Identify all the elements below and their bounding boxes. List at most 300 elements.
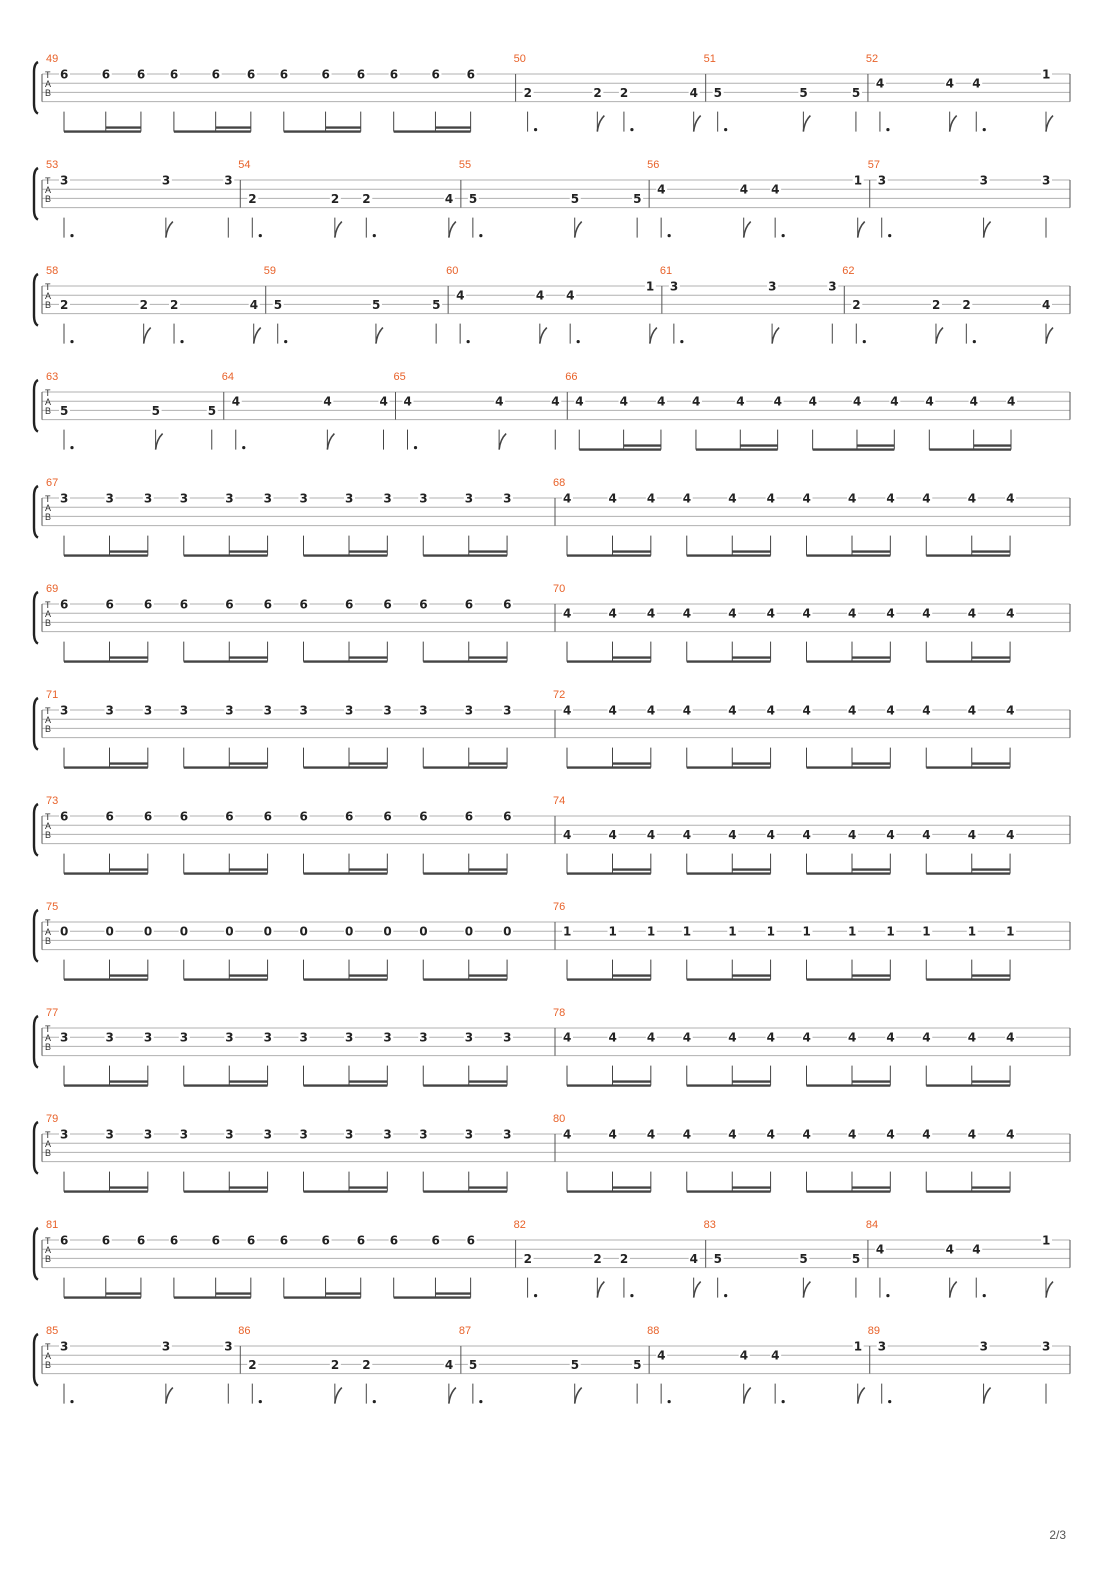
measure-number: 63 bbox=[46, 371, 59, 383]
tab-clef-letter: T bbox=[45, 1342, 51, 1352]
eighth-flag bbox=[254, 328, 261, 344]
rhythm-dot bbox=[724, 128, 727, 131]
fret-number: 4 bbox=[1042, 297, 1051, 312]
rhythm-dot bbox=[259, 234, 262, 237]
fret-number: 4 bbox=[231, 394, 241, 409]
fret-number: 1 bbox=[645, 279, 655, 294]
tab-clef-letter: A bbox=[45, 715, 52, 725]
fret-number: 1 bbox=[802, 924, 811, 939]
eighth-flag bbox=[499, 434, 506, 450]
measure-number: 79 bbox=[46, 1113, 59, 1125]
fret-number: 4 bbox=[728, 1030, 737, 1045]
eighth-flag bbox=[335, 222, 342, 238]
fret-number: 4 bbox=[728, 1127, 737, 1142]
fret-number: 4 bbox=[808, 394, 817, 409]
tab-clef-letter: A bbox=[45, 609, 52, 619]
fret-number: 4 bbox=[379, 394, 388, 409]
fret-number: 3 bbox=[669, 279, 679, 294]
tab-clef-letter: B bbox=[45, 406, 52, 416]
fret-number: 4 bbox=[728, 703, 737, 718]
fret-number: 0 bbox=[464, 924, 474, 939]
fret-number: 3 bbox=[383, 1127, 392, 1142]
tab-clef-letter: B bbox=[45, 1042, 52, 1052]
fret-number: 6 bbox=[389, 1233, 399, 1248]
fret-number: 4 bbox=[689, 1251, 699, 1266]
fret-number: 6 bbox=[356, 67, 366, 82]
rhythm-dot bbox=[668, 1400, 671, 1403]
fret-number: 6 bbox=[211, 1233, 221, 1248]
fret-number: 0 bbox=[299, 924, 308, 939]
fret-number: 3 bbox=[345, 703, 354, 718]
fret-number: 4 bbox=[967, 1127, 977, 1142]
eighth-flag bbox=[575, 1388, 582, 1404]
fret-number: 4 bbox=[563, 1030, 572, 1045]
eighth-flag bbox=[575, 222, 582, 238]
fret-number: 3 bbox=[383, 703, 392, 718]
tab-clef-letter: A bbox=[45, 397, 52, 407]
tab-system bbox=[34, 159, 1070, 238]
tab-clef-letter: T bbox=[45, 812, 51, 822]
fret-number: 3 bbox=[383, 1030, 392, 1045]
fret-number: 3 bbox=[464, 1030, 474, 1045]
measure-number: 64 bbox=[221, 371, 235, 383]
measure-number: 72 bbox=[553, 689, 566, 701]
fret-number: 4 bbox=[945, 1242, 955, 1257]
fret-number: 3 bbox=[419, 1030, 428, 1045]
eighth-flag bbox=[858, 222, 865, 238]
fret-number: 4 bbox=[682, 827, 692, 842]
fret-number: 0 bbox=[60, 924, 69, 939]
fret-number: 4 bbox=[967, 703, 977, 718]
tab-system bbox=[34, 1325, 1070, 1404]
fret-number: 4 bbox=[608, 491, 617, 506]
fret-number: 4 bbox=[766, 606, 775, 621]
tab-system bbox=[34, 53, 1070, 132]
fret-number: 0 bbox=[263, 924, 272, 939]
measure-number: 52 bbox=[865, 53, 879, 65]
fret-number: 4 bbox=[925, 394, 934, 409]
fret-number: 2 bbox=[523, 85, 532, 100]
fret-number: 6 bbox=[143, 597, 153, 612]
fret-number: 4 bbox=[323, 394, 332, 409]
fret-number: 6 bbox=[179, 597, 189, 612]
rhythm-dot bbox=[180, 340, 183, 343]
fret-number: 2 bbox=[593, 1251, 602, 1266]
fret-number: 4 bbox=[967, 606, 977, 621]
rhythm-dot bbox=[534, 128, 537, 131]
measure-number: 56 bbox=[647, 159, 660, 171]
fret-number: 4 bbox=[848, 1030, 857, 1045]
eighth-flag bbox=[950, 116, 957, 132]
tab-clef-letter: A bbox=[45, 927, 52, 937]
fret-number: 3 bbox=[224, 173, 233, 188]
system-bracket bbox=[34, 380, 38, 432]
fret-number: 4 bbox=[802, 827, 811, 842]
system-bracket bbox=[34, 274, 38, 326]
fret-number: 3 bbox=[877, 1339, 887, 1354]
fret-number: 4 bbox=[1006, 1127, 1015, 1142]
fret-number: 4 bbox=[646, 827, 656, 842]
tab-clef-letter: B bbox=[45, 724, 52, 734]
eighth-flag bbox=[984, 222, 991, 238]
rhythm-dot bbox=[373, 234, 376, 237]
tab-clef-letter: T bbox=[45, 70, 51, 80]
measure-number: 73 bbox=[46, 795, 59, 807]
fret-number: 2 bbox=[362, 191, 371, 206]
tab-system bbox=[34, 583, 1070, 662]
fret-number: 5 bbox=[468, 1357, 478, 1372]
tab-clef-letter: A bbox=[45, 291, 52, 301]
fret-number: 0 bbox=[503, 924, 512, 939]
fret-number: 3 bbox=[299, 1030, 308, 1045]
fret-number: 3 bbox=[105, 1030, 114, 1045]
fret-number: 3 bbox=[225, 1030, 234, 1045]
eighth-flag bbox=[1046, 1282, 1053, 1298]
rhythm-dot bbox=[886, 128, 889, 131]
fret-number: 5 bbox=[570, 191, 580, 206]
eighth-flag bbox=[950, 1282, 957, 1298]
eighth-flag bbox=[744, 222, 751, 238]
rhythm-dot bbox=[577, 340, 580, 343]
fret-number: 3 bbox=[161, 1339, 171, 1354]
tab-clef-letter: T bbox=[45, 1130, 51, 1140]
fret-number: 5 bbox=[851, 85, 861, 100]
fret-number: 6 bbox=[211, 67, 221, 82]
fret-number: 4 bbox=[922, 606, 931, 621]
fret-number: 4 bbox=[766, 1127, 775, 1142]
system-bracket bbox=[34, 592, 38, 644]
fret-number: 2 bbox=[330, 1357, 340, 1372]
fret-number: 4 bbox=[972, 76, 981, 91]
measure-number: 82 bbox=[513, 1219, 526, 1231]
fret-number: 3 bbox=[768, 279, 777, 294]
rhythm-dot bbox=[863, 340, 866, 343]
fret-number: 2 bbox=[619, 85, 629, 100]
fret-number: 6 bbox=[279, 67, 289, 82]
fret-number: 6 bbox=[383, 597, 392, 612]
measure-number: 80 bbox=[553, 1113, 566, 1125]
fret-number: 3 bbox=[419, 1127, 428, 1142]
fret-number: 6 bbox=[60, 1233, 69, 1248]
fret-number: 4 bbox=[563, 1127, 572, 1142]
fret-number: 6 bbox=[466, 67, 475, 82]
fret-number: 6 bbox=[419, 809, 428, 824]
measure-number: 49 bbox=[46, 53, 59, 65]
fret-number: 1 bbox=[1042, 1233, 1051, 1248]
fret-number: 3 bbox=[464, 1127, 474, 1142]
fret-number: 1 bbox=[967, 924, 977, 939]
system-bracket bbox=[34, 1334, 38, 1386]
system-bracket bbox=[34, 804, 38, 856]
fret-number: 4 bbox=[646, 491, 656, 506]
rhythm-dot bbox=[373, 1400, 376, 1403]
system-bracket bbox=[34, 486, 38, 538]
fret-number: 4 bbox=[875, 76, 885, 91]
fret-number: 3 bbox=[383, 491, 392, 506]
tab-clef-letter: B bbox=[45, 1148, 52, 1158]
fret-number: 3 bbox=[345, 491, 354, 506]
fret-number: 0 bbox=[345, 924, 354, 939]
fret-number: 6 bbox=[431, 67, 440, 82]
fret-number: 6 bbox=[169, 1233, 179, 1248]
fret-number: 3 bbox=[105, 703, 114, 718]
tab-system bbox=[34, 371, 1070, 450]
measure-number: 75 bbox=[46, 901, 59, 913]
fret-number: 6 bbox=[279, 1233, 289, 1248]
fret-number: 4 bbox=[646, 1127, 656, 1142]
tab-system bbox=[34, 795, 1070, 874]
tab-clef-letter: T bbox=[45, 600, 51, 610]
fret-number: 0 bbox=[143, 924, 153, 939]
fret-number: 3 bbox=[60, 703, 69, 718]
fret-number: 1 bbox=[886, 924, 895, 939]
fret-number: 4 bbox=[848, 1127, 857, 1142]
fret-number: 1 bbox=[922, 924, 931, 939]
fret-number: 3 bbox=[1042, 173, 1051, 188]
fret-number: 5 bbox=[570, 1357, 580, 1372]
fret-number: 6 bbox=[299, 809, 308, 824]
fret-number: 3 bbox=[345, 1127, 354, 1142]
fret-number: 4 bbox=[739, 182, 749, 197]
fret-number: 3 bbox=[299, 1127, 308, 1142]
fret-number: 4 bbox=[551, 394, 560, 409]
tab-clef-letter: B bbox=[45, 300, 52, 310]
fret-number: 3 bbox=[464, 703, 474, 718]
tab-clef-letter: B bbox=[45, 512, 52, 522]
fret-number: 3 bbox=[1042, 1339, 1051, 1354]
fret-number: 4 bbox=[535, 288, 545, 303]
measure-number: 54 bbox=[238, 159, 251, 171]
fret-number: 4 bbox=[456, 288, 465, 303]
measure-number: 83 bbox=[703, 1219, 716, 1231]
fret-number: 4 bbox=[682, 606, 692, 621]
fret-number: 3 bbox=[179, 703, 189, 718]
fret-number: 1 bbox=[853, 173, 863, 188]
tab-system bbox=[34, 1113, 1070, 1192]
fret-number: 4 bbox=[922, 1127, 931, 1142]
measure-number: 53 bbox=[46, 159, 59, 171]
fret-number: 2 bbox=[248, 1357, 257, 1372]
tab-system bbox=[34, 901, 1070, 980]
measure-number: 50 bbox=[513, 53, 526, 65]
fret-number: 6 bbox=[60, 597, 69, 612]
rhythm-dot bbox=[724, 1294, 727, 1297]
measure-number: 55 bbox=[458, 159, 472, 171]
tab-clef-letter: T bbox=[45, 706, 51, 716]
eighth-flag bbox=[803, 1282, 810, 1298]
fret-number: 6 bbox=[105, 809, 114, 824]
rhythm-dot bbox=[630, 128, 633, 131]
eighth-flag bbox=[694, 1282, 701, 1298]
fret-number: 4 bbox=[848, 827, 857, 842]
fret-number: 3 bbox=[179, 1127, 189, 1142]
fret-number: 2 bbox=[931, 297, 941, 312]
fret-number: 5 bbox=[151, 403, 160, 418]
rhythm-dot bbox=[680, 340, 683, 343]
measure-number: 88 bbox=[647, 1325, 660, 1337]
fret-number: 4 bbox=[608, 606, 617, 621]
fret-number: 6 bbox=[105, 597, 114, 612]
fret-number: 2 bbox=[523, 1251, 532, 1266]
fret-number: 1 bbox=[848, 924, 857, 939]
fret-number: 5 bbox=[713, 1251, 723, 1266]
eighth-flag bbox=[803, 116, 810, 132]
fret-number: 6 bbox=[345, 597, 354, 612]
fret-number: 3 bbox=[503, 1127, 512, 1142]
fret-number: 3 bbox=[419, 703, 428, 718]
eighth-flag bbox=[744, 1388, 751, 1404]
fret-number: 3 bbox=[877, 173, 887, 188]
rhythm-dot bbox=[630, 1294, 633, 1297]
eighth-flag bbox=[597, 1282, 604, 1298]
fret-number: 3 bbox=[143, 1030, 153, 1045]
eighth-flag bbox=[144, 328, 151, 344]
tab-clef-letter: T bbox=[45, 494, 51, 504]
tab-clef-letter: B bbox=[45, 618, 52, 628]
fret-number: 3 bbox=[225, 1127, 234, 1142]
measure-number: 57 bbox=[867, 159, 880, 171]
fret-number: 4 bbox=[689, 85, 699, 100]
fret-number: 4 bbox=[773, 394, 782, 409]
fret-number: 4 bbox=[967, 491, 977, 506]
fret-number: 4 bbox=[691, 394, 701, 409]
fret-number: 3 bbox=[60, 173, 69, 188]
fret-number: 4 bbox=[646, 703, 656, 718]
eighth-flag bbox=[156, 434, 163, 450]
fret-number: 2 bbox=[593, 85, 602, 100]
fret-number: 3 bbox=[299, 703, 308, 718]
fret-number: 4 bbox=[771, 1348, 780, 1363]
fret-number: 4 bbox=[403, 394, 412, 409]
measure-number: 68 bbox=[553, 477, 566, 489]
fret-number: 0 bbox=[105, 924, 114, 939]
fret-number: 4 bbox=[802, 491, 811, 506]
tab-system bbox=[34, 1219, 1070, 1298]
fret-number: 4 bbox=[848, 491, 857, 506]
fret-number: 4 bbox=[886, 1030, 895, 1045]
fret-number: 2 bbox=[330, 191, 340, 206]
fret-number: 4 bbox=[886, 606, 895, 621]
fret-number: 2 bbox=[852, 297, 861, 312]
rhythm-dot bbox=[479, 1400, 482, 1403]
tab-system bbox=[34, 1007, 1070, 1086]
fret-number: 3 bbox=[828, 279, 837, 294]
fret-number: 4 bbox=[575, 394, 584, 409]
fret-number: 3 bbox=[143, 703, 153, 718]
measure-number: 77 bbox=[46, 1007, 59, 1019]
fret-number: 6 bbox=[299, 597, 308, 612]
fret-number: 4 bbox=[802, 606, 811, 621]
fret-number: 1 bbox=[853, 1339, 863, 1354]
tab-clef-letter: A bbox=[45, 821, 52, 831]
fret-number: 5 bbox=[799, 85, 808, 100]
fret-number: 3 bbox=[503, 703, 512, 718]
fret-number: 4 bbox=[495, 394, 504, 409]
eighth-flag bbox=[449, 1388, 456, 1404]
fret-number: 6 bbox=[143, 809, 153, 824]
fret-number: 4 bbox=[886, 491, 895, 506]
fret-number: 4 bbox=[972, 1242, 981, 1257]
fret-number: 5 bbox=[851, 1251, 861, 1266]
fret-number: 4 bbox=[802, 1030, 811, 1045]
fret-number: 4 bbox=[852, 394, 862, 409]
fret-number: 3 bbox=[225, 703, 234, 718]
fret-number: 4 bbox=[566, 288, 575, 303]
fret-number: 4 bbox=[608, 1030, 617, 1045]
fret-number: 3 bbox=[464, 491, 474, 506]
fret-number: 6 bbox=[419, 597, 428, 612]
fret-number: 5 bbox=[713, 85, 723, 100]
fret-number: 3 bbox=[60, 1030, 69, 1045]
eighth-flag bbox=[540, 328, 547, 344]
fret-number: 4 bbox=[249, 297, 259, 312]
rhythm-dot bbox=[983, 1294, 986, 1297]
fret-number: 4 bbox=[682, 1127, 692, 1142]
rhythm-dot bbox=[467, 340, 470, 343]
fret-number: 1 bbox=[563, 924, 572, 939]
fret-number: 4 bbox=[728, 606, 737, 621]
fret-number: 0 bbox=[225, 924, 234, 939]
eighth-flag bbox=[335, 1388, 342, 1404]
fret-number: 6 bbox=[179, 809, 189, 824]
fret-number: 3 bbox=[225, 491, 234, 506]
eighth-flag bbox=[166, 222, 173, 238]
fret-number: 6 bbox=[246, 1233, 256, 1248]
measure-number: 87 bbox=[458, 1325, 472, 1337]
fret-number: 3 bbox=[105, 491, 114, 506]
fret-number: 6 bbox=[383, 809, 392, 824]
measure-number: 89 bbox=[867, 1325, 880, 1337]
tab-system bbox=[34, 477, 1070, 556]
eighth-flag bbox=[449, 222, 456, 238]
fret-number: 3 bbox=[179, 491, 189, 506]
fret-number: 3 bbox=[299, 491, 308, 506]
rhythm-dot bbox=[70, 234, 73, 237]
rhythm-dot bbox=[414, 446, 417, 449]
fret-number: 4 bbox=[739, 1348, 749, 1363]
fret-number: 3 bbox=[60, 1127, 69, 1142]
fret-number: 6 bbox=[225, 597, 234, 612]
fret-number: 1 bbox=[728, 924, 737, 939]
measure-number: 65 bbox=[393, 371, 406, 383]
fret-number: 3 bbox=[503, 491, 512, 506]
fret-number: 6 bbox=[321, 67, 330, 82]
fret-number: 6 bbox=[136, 1233, 146, 1248]
fret-number: 4 bbox=[608, 827, 617, 842]
fret-number: 4 bbox=[736, 394, 745, 409]
fret-number: 6 bbox=[169, 67, 179, 82]
fret-number: 1 bbox=[608, 924, 617, 939]
measure-number: 74 bbox=[553, 795, 566, 807]
tab-clef-letter: T bbox=[45, 282, 51, 292]
fret-number: 2 bbox=[362, 1357, 371, 1372]
fret-number: 4 bbox=[682, 1030, 692, 1045]
rhythm-dot bbox=[479, 234, 482, 237]
fret-number: 6 bbox=[464, 809, 474, 824]
fret-number: 4 bbox=[766, 827, 775, 842]
rhythm-dot bbox=[886, 1294, 889, 1297]
measure-number: 51 bbox=[703, 53, 716, 65]
fret-number: 4 bbox=[646, 1030, 656, 1045]
fret-number: 4 bbox=[619, 394, 628, 409]
fret-number: 2 bbox=[170, 297, 179, 312]
fret-number: 4 bbox=[563, 491, 572, 506]
rhythm-dot bbox=[983, 128, 986, 131]
eighth-flag bbox=[166, 1388, 173, 1404]
fret-number: 3 bbox=[143, 1127, 153, 1142]
eighth-flag bbox=[1046, 328, 1053, 344]
fret-number: 4 bbox=[886, 703, 895, 718]
